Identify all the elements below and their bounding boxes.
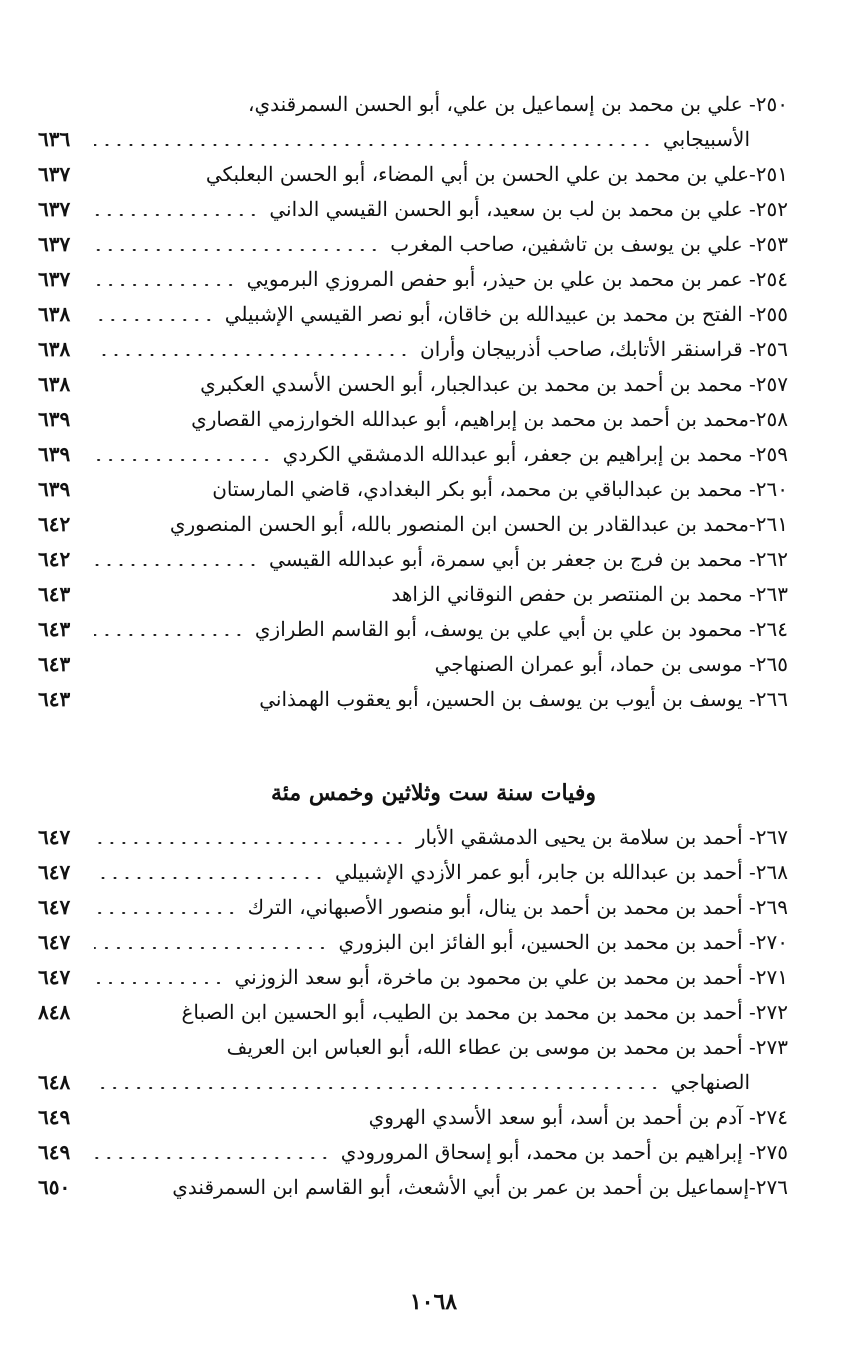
- entry-text: الأسبيجابي: [662, 127, 750, 151]
- index-entry: [38, 542, 788, 576]
- entry-text: ٢٦٧- أحمد بن سلامة بن يحيى الدمشقي الأبار: [415, 825, 788, 849]
- index-entry: [38, 1100, 788, 1134]
- index-entry: [38, 332, 788, 366]
- leader-space: [94, 599, 381, 601]
- page-number: ٦٣٧: [38, 232, 71, 256]
- page-number: ٦٥٠: [38, 1175, 71, 1199]
- entry-text: ٢٥٨-محمد بن أحمد بن محمد بن إبراهيم، أبو عبدالله الخوارزمي القصاري: [191, 407, 788, 431]
- leader-dots: [94, 459, 273, 461]
- entry-text: ٢٧٥- إبراهيم بن أحمد بن محمد، أبو إسحاق المرورودي: [340, 1140, 788, 1164]
- page-number: ٦٤٨: [38, 1070, 71, 1094]
- section-heading: وفيات سنة ست وثلاثين وخمس مئة: [271, 780, 596, 806]
- page-number: ٦٣٩: [38, 407, 71, 431]
- entry-text: ٢٥٢- علي بن محمد بن لب بن سعيد، أبو الحسن القيسي الداني: [269, 197, 788, 221]
- index-entry: [38, 472, 788, 506]
- index-entry: [38, 297, 788, 331]
- index-entry: [38, 647, 788, 681]
- index-entry: [38, 577, 788, 611]
- index-entry: [38, 157, 788, 191]
- leader-dots: [94, 214, 259, 216]
- entry-text: ٢٧١- أحمد بن محمد بن علي بن محمود بن ماخرة، أبو سعد الزوزني: [234, 965, 788, 989]
- entry-text: ٢٦٩- أحمد بن محمد بن أحمد بن ينال، أبو منصور الأصبهاني، الترك: [247, 895, 788, 919]
- leader-dots: [94, 144, 653, 146]
- index-entry: [38, 227, 788, 261]
- index-entry: [38, 820, 788, 854]
- entry-text: ٢٥١-علي بن محمد بن علي الحسن بن أبي المضاء، أبو الحسن البعلبكي: [205, 162, 788, 186]
- leader-space: [94, 1122, 359, 1124]
- index-entry: [38, 87, 788, 121]
- page-number: ٦٤٣: [38, 582, 71, 606]
- entry-text: ٢٦١-محمد بن عبدالقادر بن الحسن ابن المنصور بالله، أبو الحسن المنصوري: [169, 512, 788, 536]
- entry-text: ٢٥٧- محمد بن أحمد بن محمد بن عبدالجبار، أبو الحسن الأسدي العكبري: [200, 372, 788, 396]
- entry-text: ٢٧٤- آدم بن أحمد بن أسد، أبو سعد الأسدي الهروي: [368, 1105, 788, 1129]
- entry-text: ٢٥٩- محمد بن إبراهيم بن جعفر، أبو عبدالله الدمشقي الكردي: [282, 442, 788, 466]
- entry-text: ٢٦٢- محمد بن فرج بن جعفر بن أبي سمرة، أبو عبدالله القيسي: [269, 547, 788, 571]
- index-entry: [38, 1065, 788, 1099]
- entry-text: ٢٥٥- الفتح بن محمد بن عبيدالله بن خاقان، أبو نصر القيسي الإشبيلي: [224, 302, 788, 326]
- entry-text: ٢٦٣- محمد بن المنتصر بن حفص النوقاني الزاهد: [391, 582, 788, 606]
- page-number: ٦٤٧: [38, 825, 71, 849]
- page-number: ٦٤٩: [38, 1105, 71, 1129]
- page-number: ٦٤٩: [38, 1140, 71, 1164]
- index-entry: [38, 1135, 788, 1169]
- index-entry: [38, 437, 788, 471]
- page-number: ٨٤٨: [38, 1000, 71, 1024]
- leader-dots: [94, 319, 215, 321]
- entry-text: ٢٥٦- قراسنقر الأتابك، صاحب أذربيجان وأران: [420, 337, 788, 361]
- leader-dots: [94, 564, 259, 566]
- page-number: ٦٣٨: [38, 337, 71, 361]
- index-entry: [38, 1030, 788, 1064]
- page-number: ٦٣٦: [38, 127, 71, 151]
- entry-text: ٢٥٤- عمر بن محمد بن علي بن حيذر، أبو حفص المروزي البرمويي: [246, 267, 788, 291]
- page-number: ٦٤٧: [38, 930, 71, 954]
- leader-dots: [94, 284, 237, 286]
- leader-dots: [94, 249, 380, 251]
- leader-dots: [94, 912, 238, 914]
- entry-text: ٢٦٤- محمود بن علي بن أبي علي بن يوسف، أبو القاسم الطرازي: [254, 617, 788, 641]
- leader-dots: [94, 634, 245, 636]
- index-entry: [38, 367, 788, 401]
- entry-text: ٢٦٦- يوسف بن أيوب بن يوسف بن الحسين، أبو يعقوب الهمذاني: [259, 687, 788, 711]
- page-number: ٦٤٣: [38, 652, 71, 676]
- leader-dots: [94, 982, 225, 984]
- leader-dots: [94, 1157, 331, 1159]
- leader-dots: [94, 1087, 661, 1089]
- index-entry: [38, 192, 788, 226]
- page-number: ٦٤٣: [38, 687, 71, 711]
- leader-dots: [94, 842, 406, 844]
- page-number: ٦٣٧: [38, 197, 71, 221]
- entry-text: ٢٧٢- أحمد بن محمد بن محمد بن محمد بن الطيب، أبو الحسين ابن الصباغ: [181, 1000, 788, 1024]
- page-number: ٦٣٨: [38, 302, 71, 326]
- index-entry: [38, 925, 788, 959]
- page-number: ٦٤٧: [38, 895, 71, 919]
- index-entry: [38, 402, 788, 436]
- leader-dots: [94, 947, 328, 949]
- entry-text: ٢٧٣- أحمد بن محمد بن موسى بن عطاء الله، أبو العباس ابن العريف: [226, 1035, 788, 1059]
- index-entry: [38, 960, 788, 994]
- page-number: ٦٤٧: [38, 965, 71, 989]
- entry-text: الصنهاجي: [670, 1070, 750, 1094]
- entry-text: ٢٦٨- أحمد بن عبدالله بن جابر، أبو عمر الأزدي الإشبيلي: [335, 860, 788, 884]
- leader-dots: [94, 354, 410, 356]
- leader-dots: [94, 877, 325, 879]
- page-number: ٦٤٧: [38, 860, 71, 884]
- page-number: ٦٣٧: [38, 267, 71, 291]
- leader-space: [94, 669, 425, 671]
- page-number: ٦٣٧: [38, 162, 71, 186]
- index-entry: [38, 890, 788, 924]
- page-number: ٦٤٢: [38, 547, 71, 571]
- index-entry: [38, 122, 788, 156]
- index-entry: [38, 262, 788, 296]
- index-entry: [38, 682, 788, 716]
- index-entry: [38, 855, 788, 889]
- index-entry: [38, 507, 788, 541]
- page-number: ٦٤٢: [38, 512, 71, 536]
- entry-text: ٢٦٠- محمد بن عبدالباقي بن محمد، أبو بكر البغدادي، قاضي المارستان: [212, 477, 788, 501]
- entry-text: ٢٥٣- علي بن يوسف بن تاشفين، صاحب المغرب: [390, 232, 788, 256]
- index-entry: [38, 612, 788, 646]
- page-number: ٦٤٣: [38, 617, 71, 641]
- page-number: ٦٣٩: [38, 477, 71, 501]
- page-number: ٦٣٩: [38, 442, 71, 466]
- index-entry: [38, 995, 788, 1029]
- entry-text: ٢٥٠- علي بن محمد بن إسماعيل بن علي، أبو الحسن السمرقندي،: [248, 92, 788, 116]
- leader-space: [94, 704, 249, 706]
- entry-text: ٢٧٠- أحمد بن محمد بن الحسين، أبو الفائز ابن البزوري: [338, 930, 788, 954]
- entry-text: ٢٧٦-إسماعيل بن أحمد بن عمر بن أبي الأشعث، أبو القاسم ابن السمرقندي: [172, 1175, 788, 1199]
- page-folio: ١٠٦٨: [409, 1289, 458, 1315]
- index-entry: [38, 1170, 788, 1204]
- entry-text: ٢٦٥- موسى بن حماد، أبو عمران الصنهاجي: [434, 652, 788, 676]
- page-number: ٦٣٨: [38, 372, 71, 396]
